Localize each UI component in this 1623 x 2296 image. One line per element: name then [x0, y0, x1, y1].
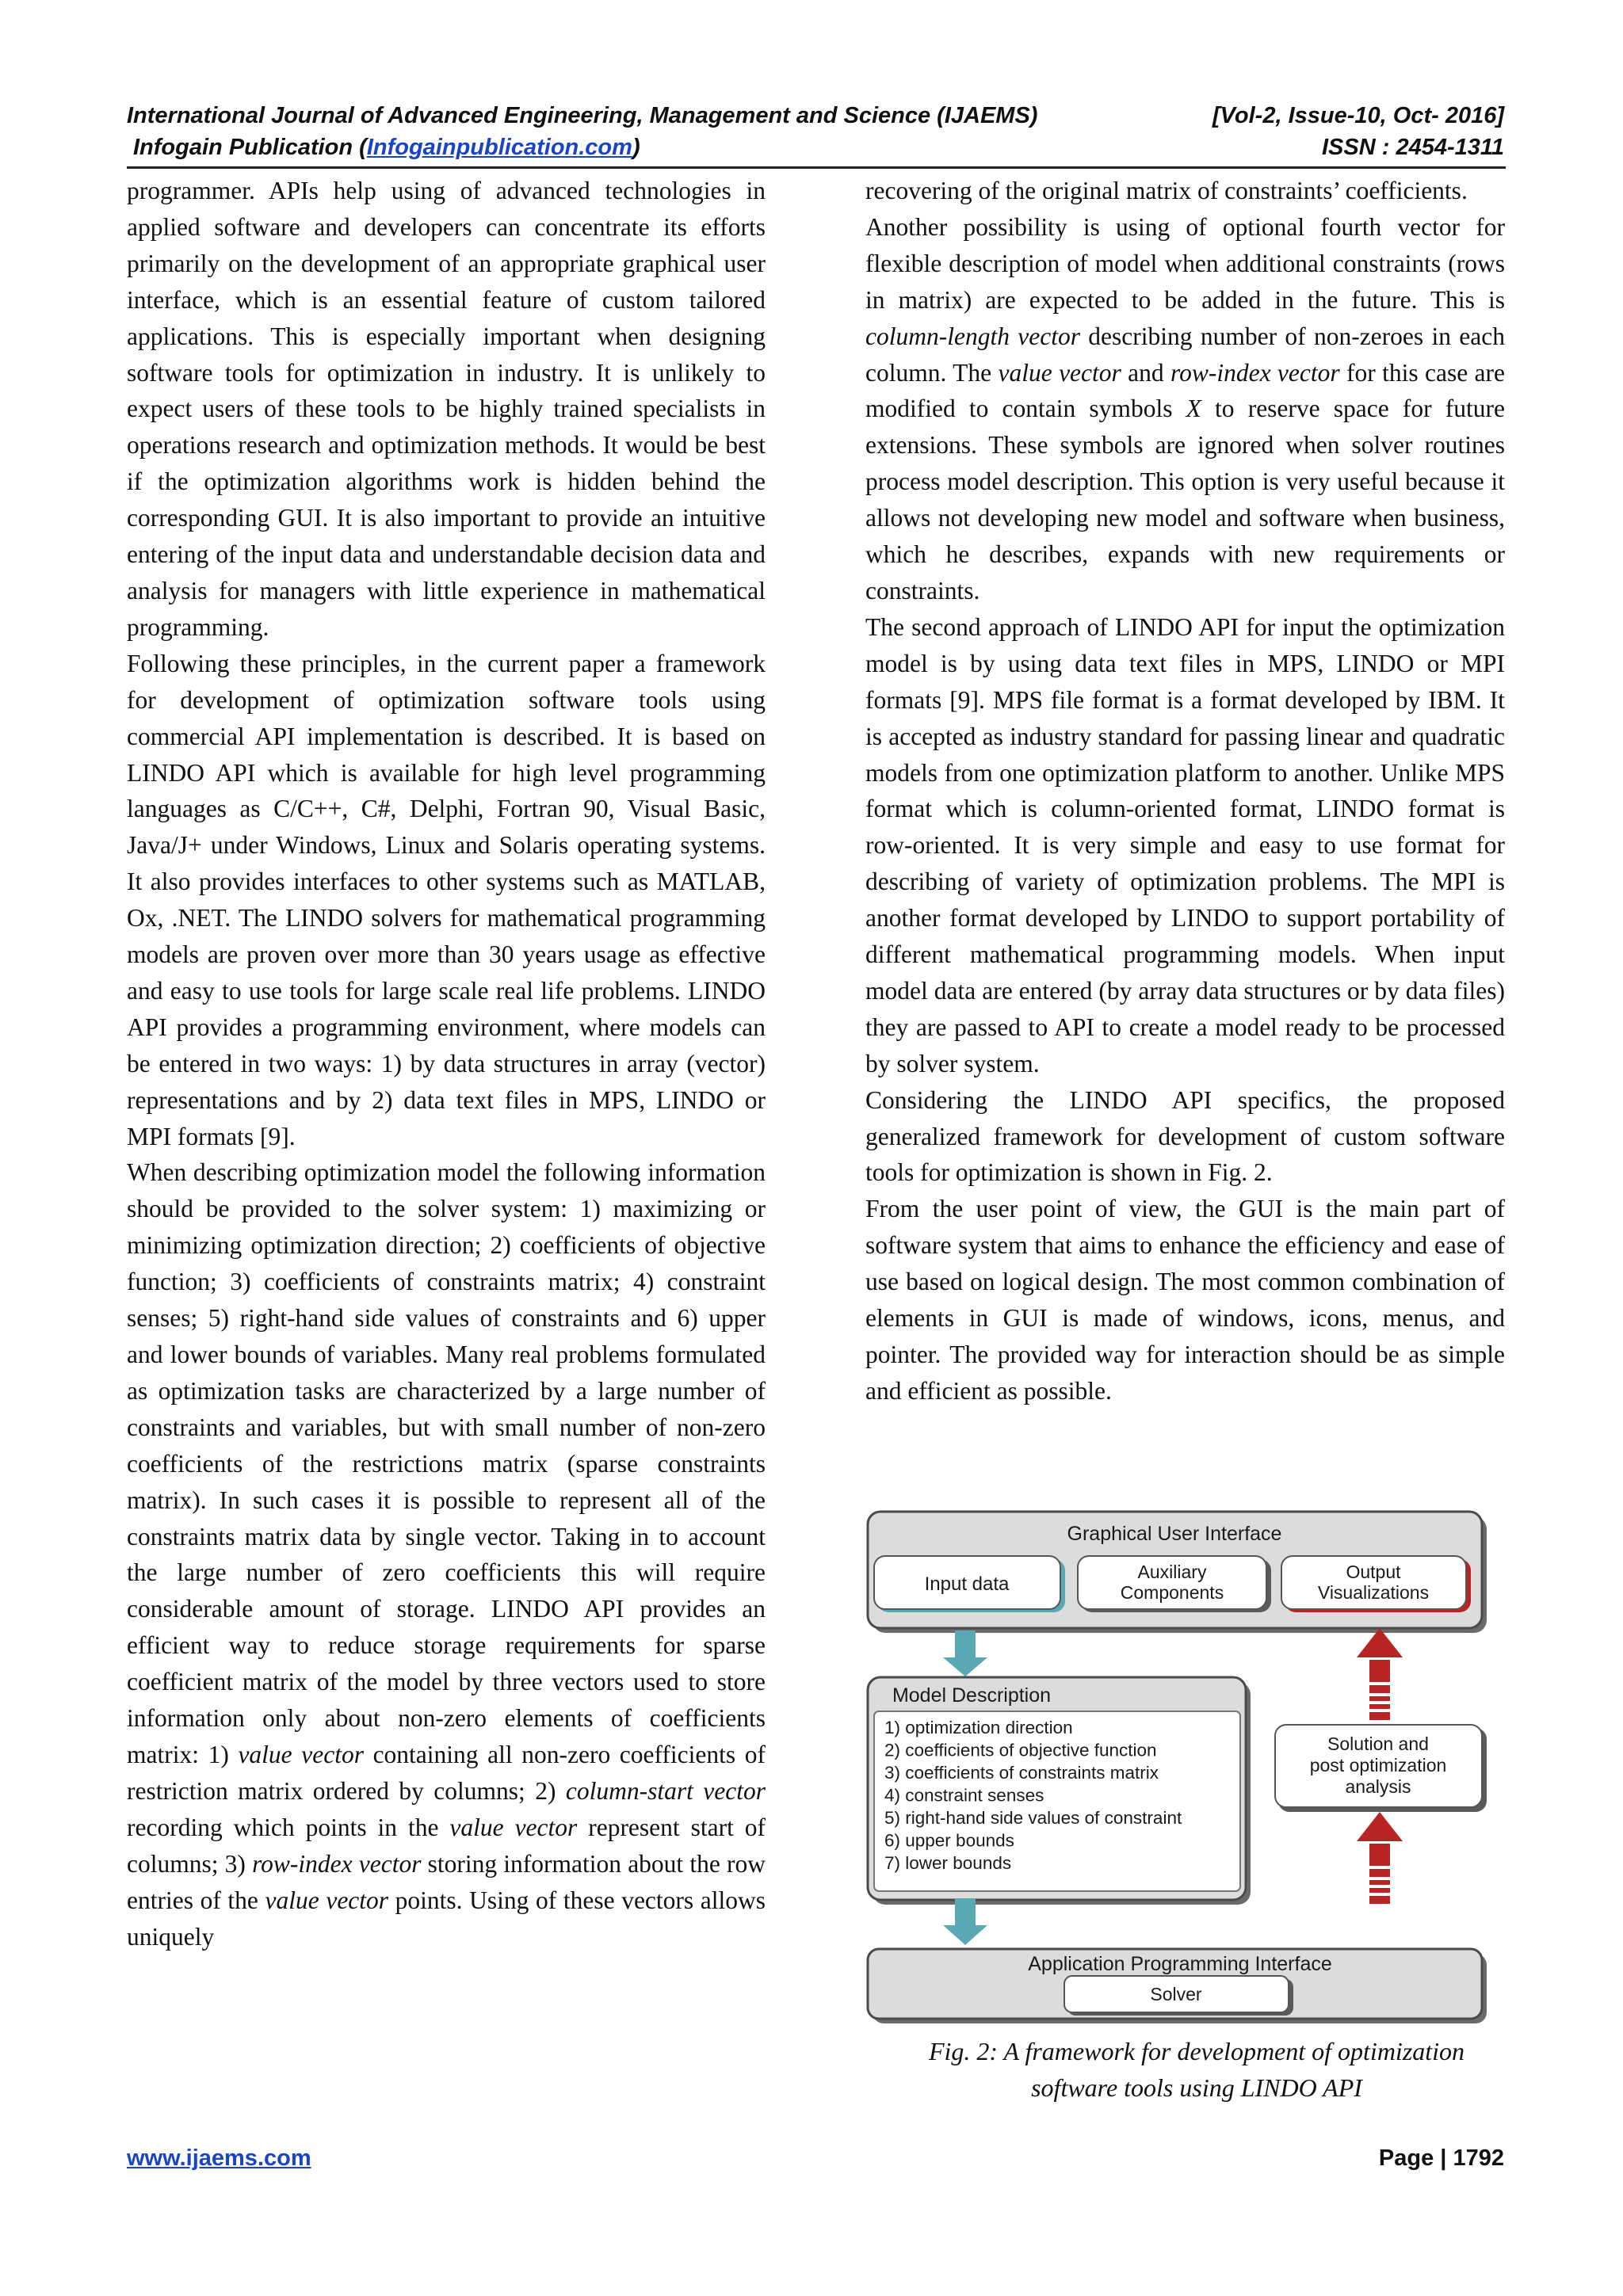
solution-label-3: analysis [1345, 1776, 1411, 1797]
model-item: 5) right-hand side values of constraint [884, 1808, 1182, 1828]
model-item: 4) constraint senses [884, 1785, 1044, 1806]
left-paragraph-3: When describing optimization model the following information should be provided to the solver system: 1) maximizing or minimizing optimization direction; 2) coefficients of objective function; 3) coefficients of constraints matrix; 4) constraint senses; 5) right-hand side values of constraints and 6) upper and lower bounds of variables. Many real problems formulated as optimization tasks are characterized by a large number of constraints and variables, but with small number of non-zero coefficients of the restrictions matrix (sparse constraints matrix). In such cases it is possible to represent all of the constraints matrix data by single vector. Taking in to account the large number of zero coefficients this will require considerable amount of storage. LINDO API provides an efficient way to reduce storage requirements for sparse coefficient matrix of the model by three vectors used to store information only about non-zero elements of coefficients matrix: 1) value vector containing all non-zero coefficients of restriction matrix ordered by columns; 2) column-start vector recording which points in the value vector represent start of columns; 3) row-index vector storing information about the row entries of the value vector points. Using of these vectors allows uniquely [127, 1158, 766, 1951]
model-item: 2) coefficients of objective function [884, 1740, 1157, 1760]
right-paragraph-1: recovering of the original matrix of constraints’ coefficients. [865, 177, 1468, 204]
model-item: 1) optimization direction [884, 1718, 1073, 1737]
solver-label: Solver [1150, 1984, 1202, 2004]
auxiliary-label-2: Components [1120, 1582, 1224, 1603]
gui-title: Graphical User Interface [1067, 1523, 1282, 1545]
right-column [865, 173, 1505, 1409]
publisher-suffix: ) [632, 135, 640, 160]
auxiliary-label-1: Auxiliary [1137, 1562, 1207, 1582]
framework-diagram [865, 1509, 1515, 2028]
header-rule [127, 166, 1506, 169]
right-paragraph-3: The second approach of LINDO API for input the optimization model is by using data text files in MPS, LINDO or MPI formats [9]. MPS file format is a format developed by IBM. It is accepted as industry standard for passing linear and quadratic models from one optimization platform to another. Unlike MPS format which is column-oriented format, LINDO format is row-oriented. It is very simple and easy to use format for describing of variety of optimization problems. The MPI is another format developed by LINDO to support portability of different mathematical programming models. When input model data are entered (by array data structures or by data files) they are passed to API to create a model ready to be processed by solver system. [865, 612, 1505, 1077]
input-data-box [874, 1556, 1065, 1612]
auxiliary-components-box [1078, 1556, 1271, 1612]
left-paragraph-1: programmer. APIs help using of advanced technologies in applied software and developers can concentrate its efforts primarily on the development of an appropriate graphical user interface, which is an essential feature of custom tailored applications. This is especially important when designing software tools for optimization in industry. It is unlikely to expect users of these tools to be highly trained specialists in operations research and optimization methods. It would be best if the optimization algorithms work is hidden behind the corresponding GUI. It is also important to provide an intuitive entering of the input data and understandable decision data and analysis for managers with little experience in mathematical programming. [127, 177, 766, 641]
caption-line-2: software tools using LINDO API [1031, 2073, 1362, 2102]
solution-analysis-box [1275, 1725, 1487, 1812]
arrow-solution-to-output [1357, 1628, 1403, 1720]
solution-label-2: post optimization [1309, 1755, 1447, 1775]
arrow-input-to-model [943, 1630, 987, 1676]
arrow-model-to-api [943, 1898, 987, 1945]
right-paragraph-5: From the user point of view, the GUI is the main part of software system that aims to enhance the efficiency and ease of use based on logical design. The most common combination of elements in GUI is made of windows, icons, menus, and pointer. The provided way for interaction should be as simple and efficient as possible. [865, 1195, 1505, 1405]
right-paragraph-4: Considering the LINDO API specifics, the proposed generalized framework for development of custom software tools for optimization is shown in Fig. 2. [865, 1085, 1505, 1187]
page-separator: | [1440, 2145, 1447, 2171]
input-data-label: Input data [924, 1573, 1010, 1595]
caption-line-1: Fig. 2: A framework for development of optimization [928, 2037, 1465, 2065]
figure-caption [872, 2033, 1522, 2106]
issue-info: [Vol-2, Issue-10, Oct- 2016] [1212, 103, 1504, 128]
api-title: Application Programming Interface [1028, 1953, 1332, 1975]
publisher-link[interactable]: Infogainpublication.com [366, 135, 632, 160]
arrow-api-to-solution [1357, 1812, 1403, 1904]
page-number: 1792 [1453, 2145, 1504, 2171]
model-description-box [868, 1677, 1251, 1905]
output-label-2: Visualizations [1317, 1582, 1430, 1603]
footer-page [1379, 2145, 1504, 2172]
api-box [868, 1949, 1487, 2023]
output-label-1: Output [1346, 1562, 1401, 1582]
publisher-prefix: Infogain Publication ( [133, 135, 367, 160]
right-paragraph-2: Another possibility is using of optional fourth vector for flexible description of model when additional constraints (rows in matrix) are expected to be added in the future. This is column-length vector describing number of non-zeroes in each column. The value vector and row-index vector for this case are modified to contain symbols X to reserve space for future extensions. These symbols are ignored when solver routines process model description. This option is very useful because it allows not developing new model and software when business, which he describes, expands with new requirements or constraints. [865, 212, 1506, 605]
left-column [127, 173, 766, 1955]
model-title: Model Description [892, 1684, 1052, 1707]
publisher-line [133, 133, 640, 162]
left-paragraph-2: Following these principles, in the current paper a framework for development of optimization software tools using commercial API implementation is described. It is based on LINDO API which is available for high level programming languages as C/C++, C#, Delphi, Fortran 90, Visual Basic, Java/J+ under Windows, Linux and Solaris operating systems. It also provides interfaces to other systems such as MATLAB, Ox, .NET. The LINDO solvers for mathematical programming models are proven over more than 30 years usage as effective and easy to use tools for large scale real life problems. LINDO API provides a programming environment, where models can be entered in two ways: 1) by data structures in array (vector) representations and by 2) data text files in MPS, LINDO or MPI formats [9]. [127, 649, 766, 1150]
output-visualizations-box [1281, 1556, 1471, 1612]
model-item: 7) lower bounds [884, 1853, 1012, 1873]
page-label: Page [1378, 2145, 1434, 2171]
model-item: 6) upper bounds [884, 1830, 1014, 1851]
model-item: 3) coefficients of constraints matrix [884, 1763, 1159, 1783]
footer-site [127, 2145, 311, 2172]
site-link[interactable]: www.ijaems.com [127, 2145, 311, 2171]
issn: ISSN : 2454-1311 [1322, 135, 1504, 160]
journal-title: International Journal of Advanced Engineering, Management and Science (IJAEMS) [127, 103, 1038, 128]
solution-label-1: Solution and [1327, 1733, 1429, 1754]
